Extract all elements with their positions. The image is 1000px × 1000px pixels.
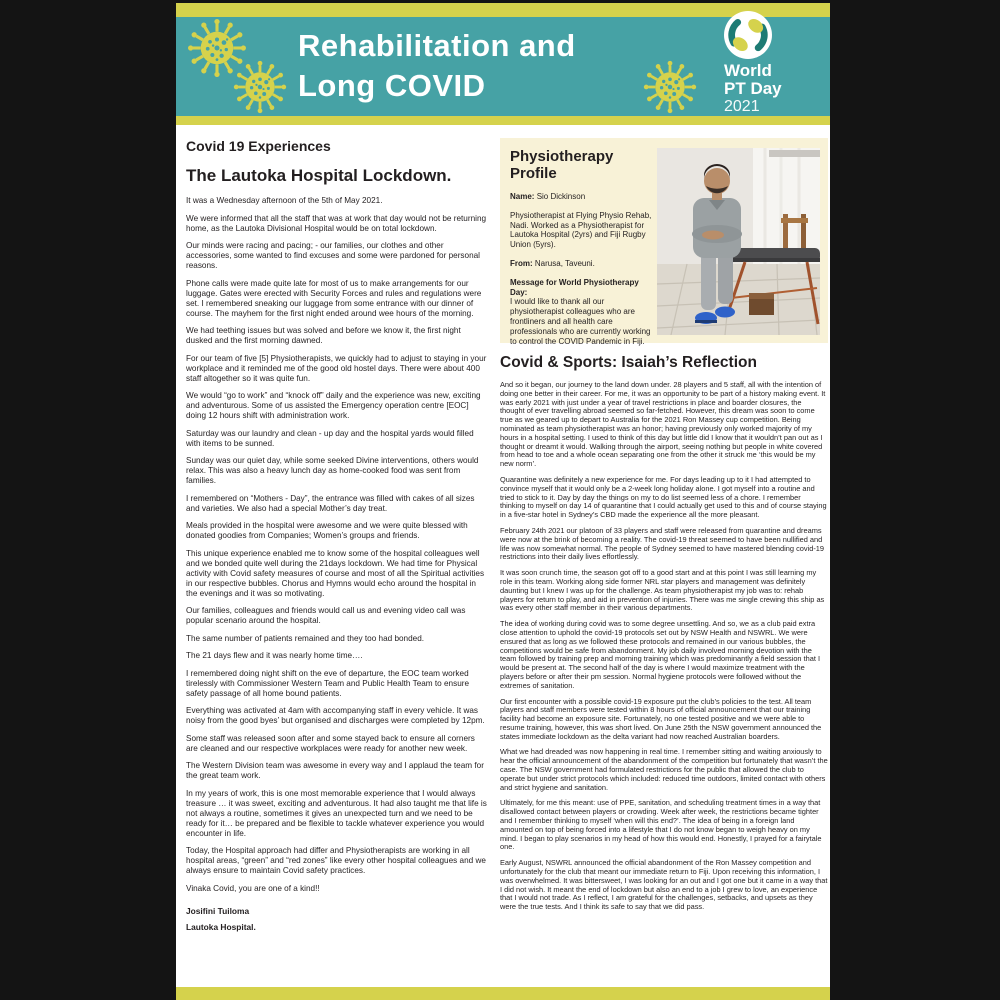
logo-text-ptday: PT Day	[724, 79, 782, 98]
profile-message-value: I would like to thank all our physiotherapist colleagues who are frontliners and all health care professionals who are currently working to control the COVID Pandemic in Fiji.	[510, 297, 651, 346]
profile-name-label: Name:	[510, 192, 535, 201]
logo-text-world: World	[724, 61, 772, 80]
paragraph: This unique experience enabled me to know some of the hospital colleagues well and we bonded quite well during the 21days lockdown. We had time for Physical activity with Covid safety measures of course and most of all the Spiritual activities in our respective bubbles. Chorus and Hymns would echo around the hospital in the evenings and it was so motivating.	[186, 548, 485, 598]
paragraph: Today, the Hospital approach had differ and Physiotherapists are working in all hospital areas, “green” and “red zones” like every other hospital colleagues and we always ensure to maintain Covid safety practices.	[186, 846, 486, 875]
paragraph: And so it began, our journey to the land down under. 28 players and 5 staff, all with the intention of doing one better in their career. For me, it was an opportunity to be part of a history making event. It was early 2021 with just under a year of travel restrictions in place and boarder closures, the thought of ever travelling abroad seemed so far-fetched. However, this dream was soon to come true as we geared up to depart to Australia for the 2021 Ron Massey cup competition. Being nominated as team physiotherapist was an honor; having previously only worked majority of my hours in a hospital setting. I used to think of this day but little did I know that it wouldn’t pan out as I thought or dreamt it would. Walking through the airport, seeing nothing but people in white covered from head to toe and a whole ocean separating one from the other it struck me ‘this would be my new norm’.	[500, 380, 826, 469]
paragraph: The idea of working during covid was to some degree unsettling. And so, we as a club paid extra close attention to uphold the covid-19 protocols set out by NSW Health and NSWRL. We were ensured that as long as we followed these protocols and remained in our various bubbles, the competitions would be safe from abandonment. My job daily involved morning devotion with the team followed by training prep and morning training which was predominantly a field session that I would be present at. The second half of the day is where I would maximize treatment with the players before or after their pm session. Normal hygiene protocols were followed without the extremes of sanitation.	[500, 619, 821, 690]
paragraph: It was soon crunch time, the season got off to a good start and at this point I was still learning my role in this team. Working along side former NRL star players and management was definitely daunting but I knew I was up for the challenge. As team physiotherapist my job was to: rehab players for return to play, and aid in prevention of injuries. There was me single crewing this ship as was every other staff member in their various departments.	[500, 568, 825, 613]
paragraph: Meals provided in the hospital were awesome and we were quite blessed with donated goodies from Companies; Women’s groups and friends.	[186, 521, 468, 540]
profile-name-row	[510, 192, 658, 202]
paragraph: Ultimately, for me this meant: use of PPE, sanitation, and scheduling treatment times in a way that disallowed contact between players or crowding. Week after week, the restrictions became tighter and I remember thinking to myself ‘when will this end?’. The idea of being in a foreign land amounted on top of being forced into a lifestyle that I do not know began to weigh heavy on my mind. I began to play scenarios in my head of how this would end. Honestly, I prayed for a fairytale one.	[500, 798, 822, 852]
paragraph: For our team of five [5] Physiotherapists, we quickly had to adjust to staying in your workplace and it reminded me of the good old hostel days. There were about 400 staff altogether so it was quite fun.	[186, 353, 487, 383]
paragraph: We had teething issues but was solved and before we know it, the first night dusked and the first morning dawned.	[186, 326, 461, 345]
paragraph: February 24th 2021 our platoon of 33 players and staff were released from quarantine and dreams were now at the brink of becoming a reality. The covid-19 threat seemed to have been nullified and life was now somewhat normal. The people of Sydney seemed to have mastered blending covid-19 restrictions into their daily lives effortlessly.	[500, 525, 825, 562]
paragraph: Early August, NSWRL announced the official abandonment of the Ron Massey competition and unfortunately for the club that meant our immediate return to Fiji. Upon receiving this information, I was overwhelmed. It was bittersweet, I was looking for an out and I got one but it came in a way that I did not wish. It meant the end of lockdown but also an end to a job I grew to love, an experience that I would not trade. As I reflect, I am grateful for the challenges, setbacks, and upsets as they were the true tests. And I think its safe to say that we did pass.	[500, 858, 828, 912]
header-banner	[176, 17, 830, 116]
paragraph: Our first encounter with a possible covid-19 exposure put the club’s policies to the test. All team players and staff members were tested within 8 hours of official announcement that our training facility had become an exposure site. Fortunately, no one tested positive and we were able to resume training, however, this was short lived. On June 25th the NSW government announced the states immediate lockdown as the delta variant had now reached Australian boarders.	[500, 696, 822, 741]
document-page	[176, 3, 830, 1000]
section-heading-covid19-experiences: Covid 19 Experiences	[186, 138, 331, 154]
world-pt-day-logo	[724, 11, 802, 116]
paragraph: What we had dreaded was now happening in real time. I remember sitting and waiting anxiously to hear the official announcement of the abandonment of the competition but fortunately that wasn’t the case. The NSW government had formulated restrictions for the public that allowed the club to operate but under strict protocols which included: reduced time outdoors, limited contact with others and strict hygiene and sanitation.	[500, 747, 828, 792]
paragraph: We would “go to work” and “knock off” daily and the experience was new, exciting and adventurous. Some of us assisted the Emergency operation centre [EOC] doing 12 hours shift with administration work.	[186, 391, 481, 420]
section-heading-covid-sports: Covid & Sports: Isaiah’s Reflection	[500, 354, 757, 371]
paragraph: The Western Division team was awesome in every way and I applaud the team for the great team work.	[186, 761, 484, 780]
page-title	[298, 26, 576, 106]
paragraph: Some staff was released soon after and some stayed back to ensure all corners are cleaned and our respective workplaces were ready for another new week.	[186, 733, 475, 753]
paragraph: Phone calls were made quite late for most of us to make arrangements for our luggage. Gates were erected with Security Forces and rules and regulations were set. I remembered sneaking our luggage from some entrance with our dinner of course. The mayhem for the first night ended around wee hours of the morning.	[186, 278, 482, 318]
profile-photo-illustration	[657, 148, 820, 335]
logo-text-year: 2021	[724, 98, 760, 115]
paragraph: Everything was activated at 4am with accompanying staff in every vehicle. It was noisy from the good byes’ but organised and discharges were completed by 12pm.	[186, 706, 485, 725]
paragraph: In my years of work, this is one most memorable experience that I would always treasure … it was sweet, exciting and adventurous. It had also taught me that life is not always a routine, sometimes it gives an unexpected turn and we need to be ready for it… be prepared and be flexible to tackle whatever experience you would encounter in life.	[186, 788, 487, 838]
paragraph: Saturday was our laundry and clean - up day and the hospital yards would filled with items to be sunned.	[186, 428, 474, 448]
paragraph: Quarantine was definitely a new experience for me. For days leading up to it I had attempted to convince myself that it would only be a 2-week long holiday alone. I got myself into a routine and tried to stick to it. Day by day the things on my to do list seemed less of a chore. I remember thinking to myself on day 14 of quarantine that I could actually get used to this and of course staying in a five-star hotel in Sydney’s CBD made the experience all the more pleasant.	[500, 474, 827, 520]
page-content	[176, 125, 830, 987]
header-bottom-stripe	[176, 116, 830, 125]
profile-message-row	[510, 278, 658, 347]
signature-organisation: Lautoka Hospital.	[186, 921, 256, 932]
right-column	[500, 138, 828, 919]
physiotherapy-profile-card	[500, 138, 828, 346]
bottom-stripe	[176, 987, 830, 1000]
virus-icon	[642, 59, 698, 115]
paragraph: I remembered on “Mothers - Day”, the entrance was filled with cakes of all sizes and varieties. We also had a special Mother’s day treat.	[186, 493, 475, 513]
profile-from-value: Narusa, Taveuni.	[534, 258, 595, 268]
world-pt-day-logo-icon	[724, 11, 772, 59]
paragraph: Our minds were racing and pacing; - our families, our clothes and other accessories, some wanted to find excuses and some were pardoned for personal reasons.	[186, 241, 481, 270]
page-title-line2: Long COVID	[298, 68, 486, 103]
profile-photo	[657, 148, 820, 335]
paragraph: Sunday was our quiet day, while some seeked Divine interventions, others would relax. This was also a heavy lunch day as home-cooked food was sent from families.	[186, 456, 479, 485]
profile-from-row	[510, 259, 658, 269]
profile-name-value: Sio Dickinson	[536, 192, 586, 201]
paragraph: Our families, colleagues and friends would call us and evening video call was popular scenario around the hospital.	[186, 606, 466, 625]
profile-heading: Physiotherapy Profile	[510, 148, 614, 182]
section-heading-lautoka-lockdown: The Lautoka Hospital Lockdown.	[186, 166, 452, 185]
paragraph: We were informed that all the staff that was at work that day would not be returning home, as the Lautoka Divisional Hospital would be on total lockdown.	[186, 213, 487, 233]
left-column-paragraphs	[186, 196, 488, 894]
paragraph: It was a Wednesday afternoon of the 5th of May 2021.	[186, 196, 383, 205]
profile-text	[510, 148, 658, 346]
paragraph: The same number of patients remained and they too had bonded.	[186, 633, 425, 643]
left-column	[186, 138, 488, 932]
profile-bio: Physiotherapist at Flying Physio Rehab, Nadi. Worked as a Physiotherapist for Lautoka Hospital (2yrs) and Fiji Rugby Union (5yrs).	[510, 210, 652, 250]
virus-icon	[232, 59, 288, 115]
paragraph: I remembered doing night shift on the eve of departure, the EOC team worked tirelessly with Commissioner Western Team and Public Health Team to ensure safety passage of all home bound patients.	[186, 668, 470, 698]
paragraph: Vinaka Covid, you are one of a kind!!	[186, 883, 320, 893]
signature-name: Josifini Tuiloma	[186, 905, 250, 916]
paragraph: The 21 days flew and it was nearly home time….	[186, 651, 363, 660]
sports-paragraphs	[500, 381, 828, 912]
profile-from-label: From:	[510, 258, 533, 268]
page-title-line1: Rehabilitation and	[298, 28, 576, 63]
profile-message-label: Message for World Physiotherapy Day:	[510, 277, 639, 297]
